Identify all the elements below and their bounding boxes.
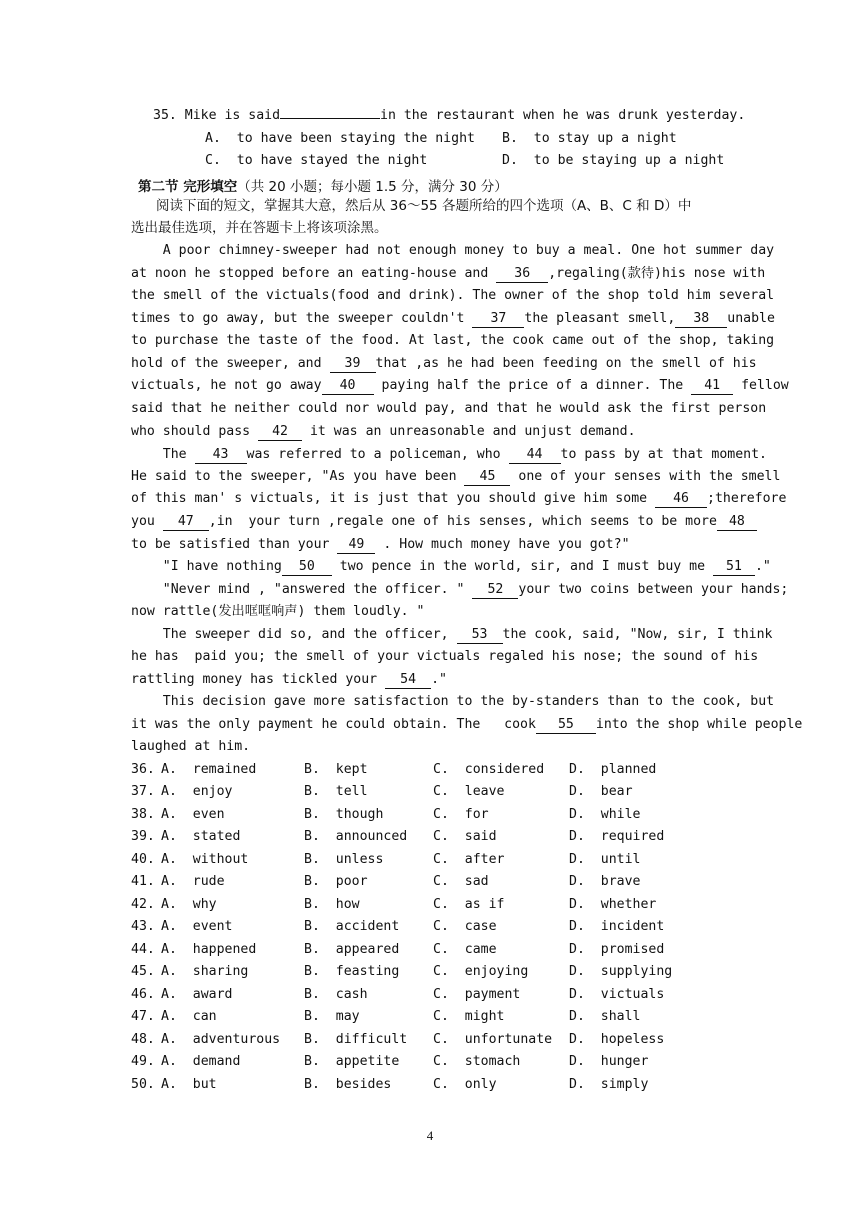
option-c: C. enjoying: [433, 964, 529, 979]
passage-line: he has paid you; the smell of your victuals regaled his nose; the sound of his: [131, 649, 759, 664]
passage-line: hold of the sweeper, and 39 that ,as he had been feeding on the smell of his: [131, 356, 757, 371]
blank-54: 54: [385, 672, 431, 689]
option-c: C. as if: [433, 897, 505, 912]
option-a: A. stated: [161, 829, 241, 844]
blank-40: 40: [322, 378, 374, 395]
passage-line: the smell of the victuals(food and drink). The owner of the shop told him several: [131, 288, 775, 303]
blank-53: 53: [457, 627, 503, 644]
option-a: A. can: [161, 1009, 217, 1024]
option-b: B. appeared: [304, 942, 400, 957]
question-text: 35. Mike is said: [153, 108, 281, 123]
option-c: C. only: [433, 1077, 497, 1092]
option-c: C. might: [433, 1009, 505, 1024]
option-b: B. unless: [304, 852, 384, 867]
blank-36: 36: [496, 266, 548, 283]
page-number: 4: [426, 1128, 434, 1143]
option-b: B. tell: [304, 784, 368, 799]
option-d: D. hopeless: [569, 1032, 665, 1047]
passage-line: now rattle(发出哐哐响声) them loudly. ": [131, 604, 425, 619]
option-b: B. feasting: [304, 964, 400, 979]
passage-line: said that he neither could nor would pay, and that he would ask the first person: [131, 401, 767, 416]
option-a: A. but: [161, 1077, 217, 1092]
option-c: C. came: [433, 942, 497, 957]
question-number: 48.: [131, 1032, 155, 1047]
option-d: D. shall: [569, 1009, 641, 1024]
passage-line: to be satisfied than your 49 . How much money have you got?": [131, 537, 630, 552]
blank-52: 52: [472, 582, 518, 599]
option-b: B. may: [304, 1009, 360, 1024]
passage-line: victuals, he not go away 40 paying half the price of a dinner. The 41 fellow: [131, 378, 789, 393]
option-b: B. poor: [304, 874, 368, 889]
question-number: 37.: [131, 784, 155, 799]
option-a: A. happened: [161, 942, 257, 957]
option-d: D. promised: [569, 942, 665, 957]
option-c: C. after: [433, 852, 505, 867]
option-d: D. bear: [569, 784, 633, 799]
option-c: C. for: [433, 807, 489, 822]
question-number: 50.: [131, 1077, 155, 1092]
option-a: A. without: [161, 852, 249, 867]
passage-line: "Never mind , "answered the officer. " 52 your two coins between your hands;: [131, 582, 789, 597]
question-text: in the restaurant when he was drunk yesterday.: [380, 108, 746, 123]
passage-line: This decision gave more satisfaction to the by-standers than to the cook, but: [131, 694, 775, 709]
option-d: D. brave: [569, 874, 641, 889]
blank-37: 37: [472, 311, 524, 328]
instructions-line-2: 选出最佳选项，并在答题卡上将该项涂黑。: [131, 220, 388, 236]
question-number: 46.: [131, 987, 155, 1002]
instructions-line-1: 阅读下面的短文，掌握其大意，然后从 36～55 各题所给的四个选项（A、B、C 和 D）中: [156, 198, 692, 214]
option-d: D. incident: [569, 919, 665, 934]
question-35-stem: [153, 107, 745, 125]
option-d: D. victuals: [569, 987, 665, 1002]
blank-42: 42: [258, 424, 302, 441]
blank-44: 44: [509, 447, 561, 464]
option-c: C. said: [433, 829, 497, 844]
option-d: D. planned: [569, 762, 657, 777]
option-d: D. while: [569, 807, 641, 822]
option-a: A. remained: [161, 762, 257, 777]
option-d: D. hunger: [569, 1054, 649, 1069]
question-number: 45.: [131, 964, 155, 979]
passage-line: at noon he stopped before an eating-house and 36 ,regaling(款待)his nose with: [131, 266, 766, 281]
option-b: B. kept: [304, 762, 368, 777]
blank-39: 39: [330, 356, 376, 373]
question-number: 43.: [131, 919, 155, 934]
option-b: B. though: [304, 807, 384, 822]
option-a: A. demand: [161, 1054, 241, 1069]
option-a: A. event: [161, 919, 233, 934]
option-d: D. to be staying up a night: [502, 153, 725, 168]
option-b: B. to stay up a night: [502, 131, 677, 146]
question-number: 36.: [131, 762, 155, 777]
blank-50: 50: [282, 559, 332, 576]
passage-line: it was the only payment he could obtain. The cook 55 into the shop while people: [131, 717, 803, 732]
option-c: C. case: [433, 919, 497, 934]
blank-47: 47: [163, 514, 209, 531]
option-b: B. how: [304, 897, 360, 912]
option-d: D. whether: [569, 897, 657, 912]
option-c: C. payment: [433, 987, 521, 1002]
question-number: 47.: [131, 1009, 155, 1024]
option-b: B. besides: [304, 1077, 392, 1092]
option-c: C. stomach: [433, 1054, 521, 1069]
question-number: 39.: [131, 829, 155, 844]
passage-line: A poor chimney-sweeper had not enough money to buy a meal. One hot summer day: [131, 243, 775, 258]
passage-line: "I have nothing 50 two pence in the world, sir, and I must buy me 51 .": [131, 559, 771, 574]
passage-line: who should pass 42 it was an unreasonable and unjust demand.: [131, 424, 636, 439]
blank-38: 38: [675, 311, 727, 328]
option-d: D. simply: [569, 1077, 649, 1092]
blank-51: 51: [713, 559, 755, 576]
question-number: 38.: [131, 807, 155, 822]
option-d: D. until: [569, 852, 641, 867]
blank-46: 46: [655, 491, 707, 508]
option-b: B. cash: [304, 987, 368, 1002]
passage-line: of this man' s victuals, it is just that you should give him some 46 ;therefore: [131, 491, 787, 506]
option-a: A. award: [161, 987, 233, 1002]
option-b: B. appetite: [304, 1054, 400, 1069]
question-number: 44.: [131, 942, 155, 957]
passage-line: times to go away, but the sweeper couldn't 37 the pleasant smell, 38 unable: [131, 311, 775, 326]
option-c: C. unfortunate: [433, 1032, 553, 1047]
option-c: C. to have stayed the night: [205, 153, 428, 168]
option-c: C. leave: [433, 784, 505, 799]
passage-line: to purchase the taste of the food. At last, the cook came out of the shop, taking: [131, 333, 775, 348]
passage-line: The sweeper did so, and the officer, 53 the cook, said, "Now, sir, I think: [131, 627, 773, 642]
answer-blank: [280, 118, 380, 119]
passage-line: rattling money has tickled your 54 .": [131, 672, 447, 687]
option-a: A. rude: [161, 874, 225, 889]
question-number: 40.: [131, 852, 155, 867]
passage-line: you 47 ,in your turn ,regale one of his senses, which seems to be more 48: [131, 513, 757, 531]
option-a: A. enjoy: [161, 784, 233, 799]
blank-55: 55: [536, 717, 596, 734]
question-number: 42.: [131, 897, 155, 912]
option-b: B. accident: [304, 919, 400, 934]
option-c: C. considered: [433, 762, 545, 777]
passage-line: He said to the sweeper, "As you have been 45 one of your senses with the smell: [131, 469, 781, 484]
option-b: B. announced: [304, 829, 408, 844]
blank-49: 49: [337, 537, 375, 554]
blank-48: 48: [717, 514, 757, 531]
blank-43: 43: [195, 447, 247, 464]
option-d: D. required: [569, 829, 665, 844]
section-subtitle: （共 20 小题；每小题 1.5 分，满分 30 分）: [237, 179, 508, 195]
blank-45: 45: [464, 469, 510, 486]
question-number: 41.: [131, 874, 155, 889]
blank-41: 41: [691, 378, 733, 395]
option-a: A. why: [161, 897, 217, 912]
option-a: A. adventurous: [161, 1032, 281, 1047]
passage-line: laughed at him.: [131, 739, 251, 754]
option-b: B. difficult: [304, 1032, 408, 1047]
option-d: D. supplying: [569, 964, 673, 979]
option-c: C. sad: [433, 874, 489, 889]
section-header: [138, 175, 508, 195]
option-a: A. to have been staying the night: [205, 131, 475, 146]
option-a: A. even: [161, 807, 225, 822]
question-number: 49.: [131, 1054, 155, 1069]
option-a: A. sharing: [161, 964, 249, 979]
passage-line: The 43 was referred to a policeman, who 44 to pass by at that moment.: [131, 447, 767, 462]
section-title: 第二节 完形填空: [138, 179, 238, 195]
